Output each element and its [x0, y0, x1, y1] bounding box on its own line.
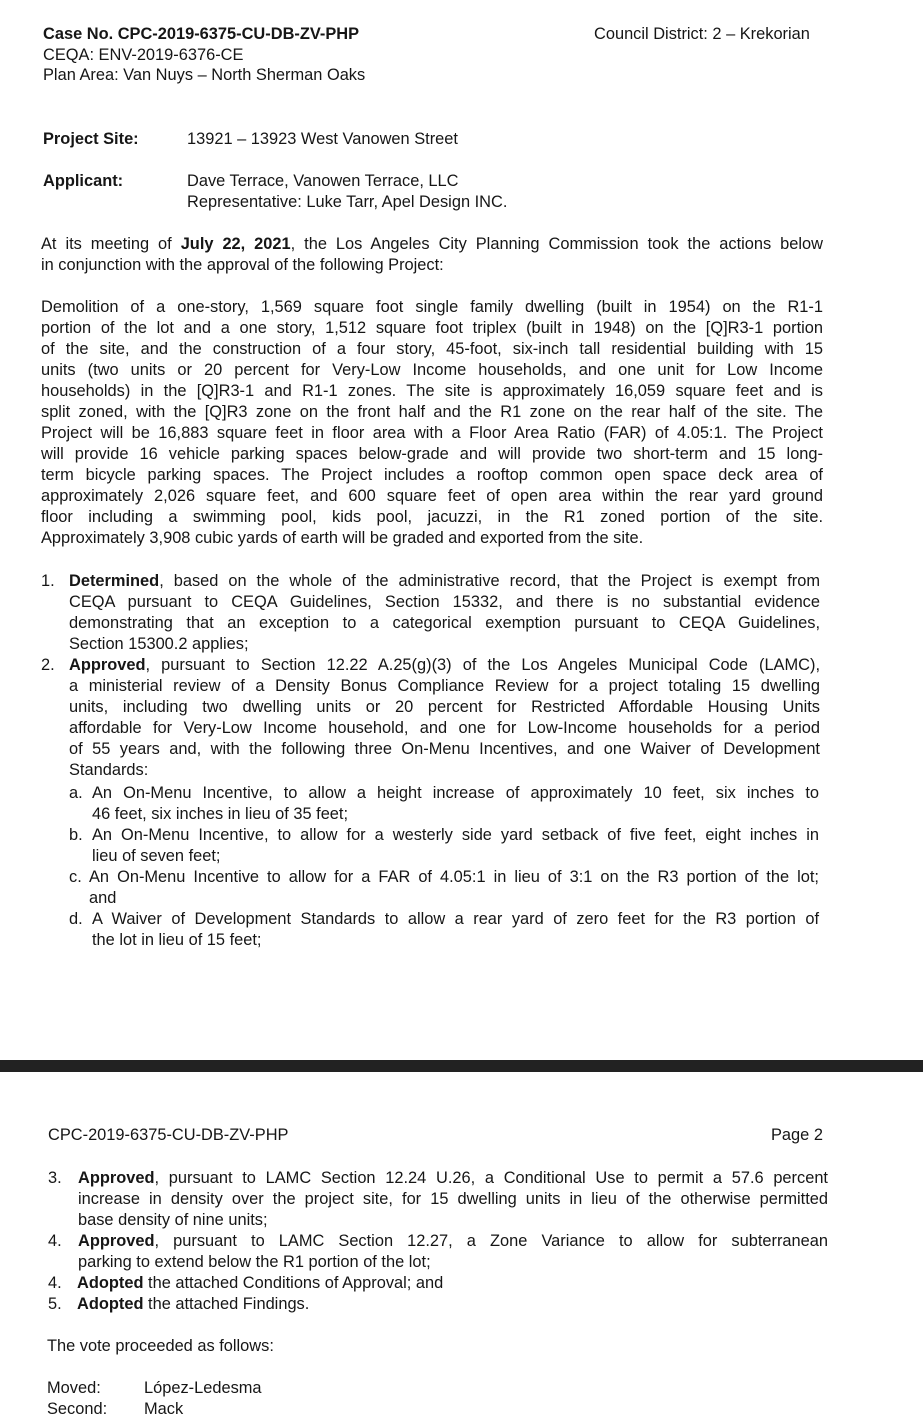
action-line: Adopted the attached Conditions of Approval; and: [77, 1274, 444, 1292]
action-line: Approved, pursuant to Section 12.22 A.25(g)(3) of the Los Angeles Municipal Code (LAMC),: [69, 656, 820, 674]
action-line: a ministerial review of a Density Bonus Compliance Review for a project totaling 15 dwelling: [69, 677, 820, 695]
applicant-label: Applicant:: [43, 172, 124, 190]
action-line: base density of nine units;: [78, 1211, 268, 1229]
action-line: parking to extend below the R1 portion of the lot;: [78, 1253, 431, 1271]
sub-text: [89, 867, 819, 909]
case-number: Case No. CPC-2019-6375-CU-DB-ZV-PHP: [43, 25, 360, 43]
description-line: floor including a swimming pool, kids pool, jacuzzi, in the R1 zoned portion of the site.: [41, 508, 823, 526]
action-line: Approved, pursuant to LAMC Section 12.24 U.26, a Conditional Use to permit a 57.6 percent: [78, 1169, 828, 1187]
action-line: demonstrating that an exception to a categorical exemption pursuant to CEQA Guidelines,: [69, 614, 820, 632]
description-line: Demolition of a one-story, 1,569 square foot single family dwelling (built in 1954) on the R1-1: [41, 298, 823, 316]
sub-text: [92, 909, 819, 951]
applicant-name: Dave Terrace, Vanowen Terrace, LLC: [187, 172, 459, 190]
project-site-label: Project Site:: [43, 130, 139, 148]
action-text: [77, 1294, 827, 1315]
action-line: affordable for Very-Low Income household, and one for Low-Income households for a period: [69, 719, 820, 737]
meeting-line-2: in conjunction with the approval of the following Project:: [41, 256, 444, 274]
description-line: portion of the lot and a one story, 1,512 square foot triplex (built in 1948) on the [Q]R3-1 portion: [41, 319, 823, 337]
action-line: CEQA pursuant to CEQA Guidelines, Section 15332, and there is no substantial evidence: [69, 593, 820, 611]
sub-text: [92, 783, 819, 825]
sub-line: A Waiver of Development Standards to allow a rear yard of zero feet for the R3 portion of: [92, 910, 819, 928]
case-header: [43, 24, 365, 86]
sub-line: An On-Menu Incentive to allow for a FAR of 4.05:1 in lieu of 3:1 on the R3 portion of the lot;: [89, 868, 819, 886]
action-line: of 55 years and, with the following three On-Menu Incentives, and one Waiver of Development: [69, 740, 820, 758]
description-line: Project will be 16,883 square feet in floor area with a Floor Area Ratio (FAR) of 4.05:1. The Project: [41, 424, 823, 442]
sub-text: [92, 825, 819, 867]
description-line: of the site, and the construction of a four story, 45-foot, six-inch tall residential building with 15: [41, 340, 823, 358]
action-line: Adopted the attached Findings.: [77, 1295, 310, 1313]
description-line: will provide 16 vehicle parking spaces below-grade and will provide two short-term and 15 long-: [41, 445, 823, 463]
action-text: [78, 1168, 828, 1231]
action-verb: Determined: [69, 572, 160, 590]
action-text: [78, 1231, 828, 1273]
vote-intro: The vote proceeded as follows:: [47, 1337, 274, 1355]
description-line: term bicycle parking spaces. The Project includes a rooftop common open space deck area of: [41, 466, 823, 484]
action-number: 3.: [48, 1169, 62, 1187]
action-text: [69, 571, 820, 655]
second-value: Mack: [144, 1400, 184, 1418]
description-line: households) in the [Q]R3-1 and R1-1 zones. The site is approximately 16,059 square feet and is: [41, 382, 823, 400]
page2-case-header: CPC-2019-6375-CU-DB-ZV-PHP: [48, 1126, 289, 1144]
plan-area: Plan Area: Van Nuys – North Sherman Oaks: [43, 66, 366, 84]
action-number: 1.: [41, 572, 55, 590]
action-line: increase in density over the project site, for 15 dwelling units in lieu of the otherwise permitted: [78, 1190, 828, 1208]
action-number: 2.: [41, 656, 55, 674]
meeting-line-1: At its meeting of July 22, 2021, the Los Angeles City Planning Commission took the actions below: [41, 235, 824, 253]
action-line: Standards:: [69, 761, 149, 779]
description-line: approximately 2,026 square feet, and 600 square feet of open area within the rear yard ground: [41, 487, 823, 505]
sub-letter: c.: [69, 868, 82, 886]
page-divider: [0, 1060, 923, 1072]
action-verb: Adopted: [77, 1295, 144, 1313]
description-line: units (two units or 20 percent for Very-Low Income households, and one unit for Low Income: [41, 361, 823, 379]
sub-letter: a.: [69, 784, 83, 802]
action-line: units, including two dwelling units or 20 percent for Restricted Affordable Housing Units: [69, 698, 820, 716]
action-line: Approved, pursuant to LAMC Section 12.27, a Zone Variance to allow for subterranean: [78, 1232, 828, 1250]
page-number: Page 2: [771, 1126, 823, 1144]
action-text: [77, 1273, 827, 1294]
sub-line: and: [89, 889, 117, 907]
document-page-2: [0, 1072, 923, 1417]
applicant-value: [187, 171, 507, 213]
action-line: Section 15300.2 applies;: [69, 635, 249, 653]
project-description: [41, 297, 823, 549]
second-label: Second:: [47, 1400, 108, 1418]
sub-line: the lot in lieu of 15 feet;: [92, 931, 262, 949]
applicant-representative: Representative: Luke Tarr, Apel Design INC.: [187, 193, 508, 211]
sub-line: 46 feet, six inches in lieu of 35 feet;: [92, 805, 349, 823]
sub-letter: b.: [69, 826, 83, 844]
sub-letter: d.: [69, 910, 83, 928]
action-number: 4.: [48, 1232, 62, 1250]
meeting-paragraph: [41, 234, 823, 276]
project-site-value: 13921 – 13923 West Vanowen Street: [187, 130, 458, 148]
action-text: [69, 655, 820, 781]
council-district: Council District: 2 – Krekorian: [594, 25, 810, 43]
ceqa-number: CEQA: ENV-2019-6376-CE: [43, 45, 244, 64]
sub-line: lieu of seven feet;: [92, 847, 221, 865]
description-line: split zoned, with the [Q]R3 zone on the front half and the R1 zone on the rear half of the site. The: [41, 403, 823, 421]
action-verb: Adopted: [77, 1274, 144, 1292]
action-number: 5.: [48, 1295, 62, 1313]
sub-line: An On-Menu Incentive, to allow for a westerly side yard setback of five feet, eight inches in: [92, 826, 819, 844]
sub-line: An On-Menu Incentive, to allow a height increase of approximately 10 feet, six inches to: [92, 784, 819, 802]
moved-label: Moved:: [47, 1379, 101, 1397]
action-verb: Approved: [78, 1232, 155, 1250]
action-number: 4.: [48, 1274, 62, 1292]
meeting-date: July 22, 2021: [180, 235, 291, 253]
action-verb: Approved: [78, 1169, 155, 1187]
description-line: Approximately 3,908 cubic yards of earth will be graded and exported from the site.: [41, 529, 644, 547]
action-verb: Approved: [69, 656, 146, 674]
moved-value: López-Ledesma: [144, 1379, 262, 1397]
action-line: Determined, based on the whole of the administrative record, that the Project is exempt from: [69, 572, 820, 590]
